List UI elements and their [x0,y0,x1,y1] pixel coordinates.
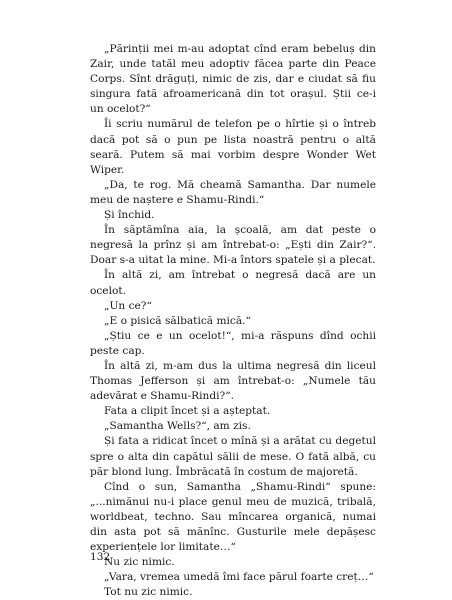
page-number: 132 [90,551,111,563]
paragraph: „Părinții mei m-au adoptat cînd eram bebeluș din Zair, unde tatăl meu adoptiv făcea parte din Peace Corps. Sînt drăguți, nimic de zis, dar e ciudat să fiu singura fată afroamericană din tot orașul. Știi ce-i un ocelot?“ [90,43,376,116]
paragraph: „Știu ce e un ocelot!“, mi-a răspuns dînd ochii peste cap. [90,329,376,357]
paragraph: Și fata a ridicat încet o mînă și a arătat cu degetul spre o alta din capătul sălii de mese. O fată albă, cu păr blond lung. Îmbrăcată în costum de majoretă. [90,435,376,478]
paragraph: „Vara, vremea umedă îmi face părul foarte creț…“ [104,571,374,584]
paragraph: „Da, te rog. Mă cheamă Samantha. Dar numele meu de naștere e Shamu-Rindi.“ [90,178,376,206]
paragraph: În altă zi, am întrebat o negresă dacă are un ocelot. [90,269,376,297]
paragraph: Îi scriu numărul de telefon pe o hîrtie și o întreb dacă pot să o pun pe lista noastră pentru o altă seară. Putem să mai vorbim despre Wonder Wet Wiper. [90,118,376,176]
paragraph: „Samantha Wells?“, am zis. [104,420,251,433]
paragraph: În săptămîna aia, la școală, am dat peste o negresă la prînz și am întrebat-o: „Ești din Zair?“. Doar s-a uitat la mine. Mi-a întors spatele și a plecat. [90,224,376,267]
paragraph: Tot nu zic nimic. [104,586,193,599]
body-text [90,42,376,600]
paragraph: În altă zi, m-am dus la ultima negresă din liceul Thomas Jefferson și am întrebat-o: „Numele tău adevărat e Shamu-Rindi?“. [90,359,376,403]
paragraph: „E o pisică sălbatică mică.“ [104,314,251,327]
paragraph: „Un ce?“ [104,299,152,312]
paragraph: Cînd o sun, Samantha „Shamu-Rindi“ spune: „...nimănui nu-i place genul meu de muzică, tribală, worldbeat, techno. Sau mîncarea organică, numai din asta pot să mănînc. Gusturile mele depășesc experiențele lor limitate…“ [90,480,376,554]
paragraph: Și închid. [104,209,155,222]
paragraph: Nu zic nimic. [104,556,175,569]
paragraph: Fata a clipit încet și a așteptat. [104,405,271,418]
